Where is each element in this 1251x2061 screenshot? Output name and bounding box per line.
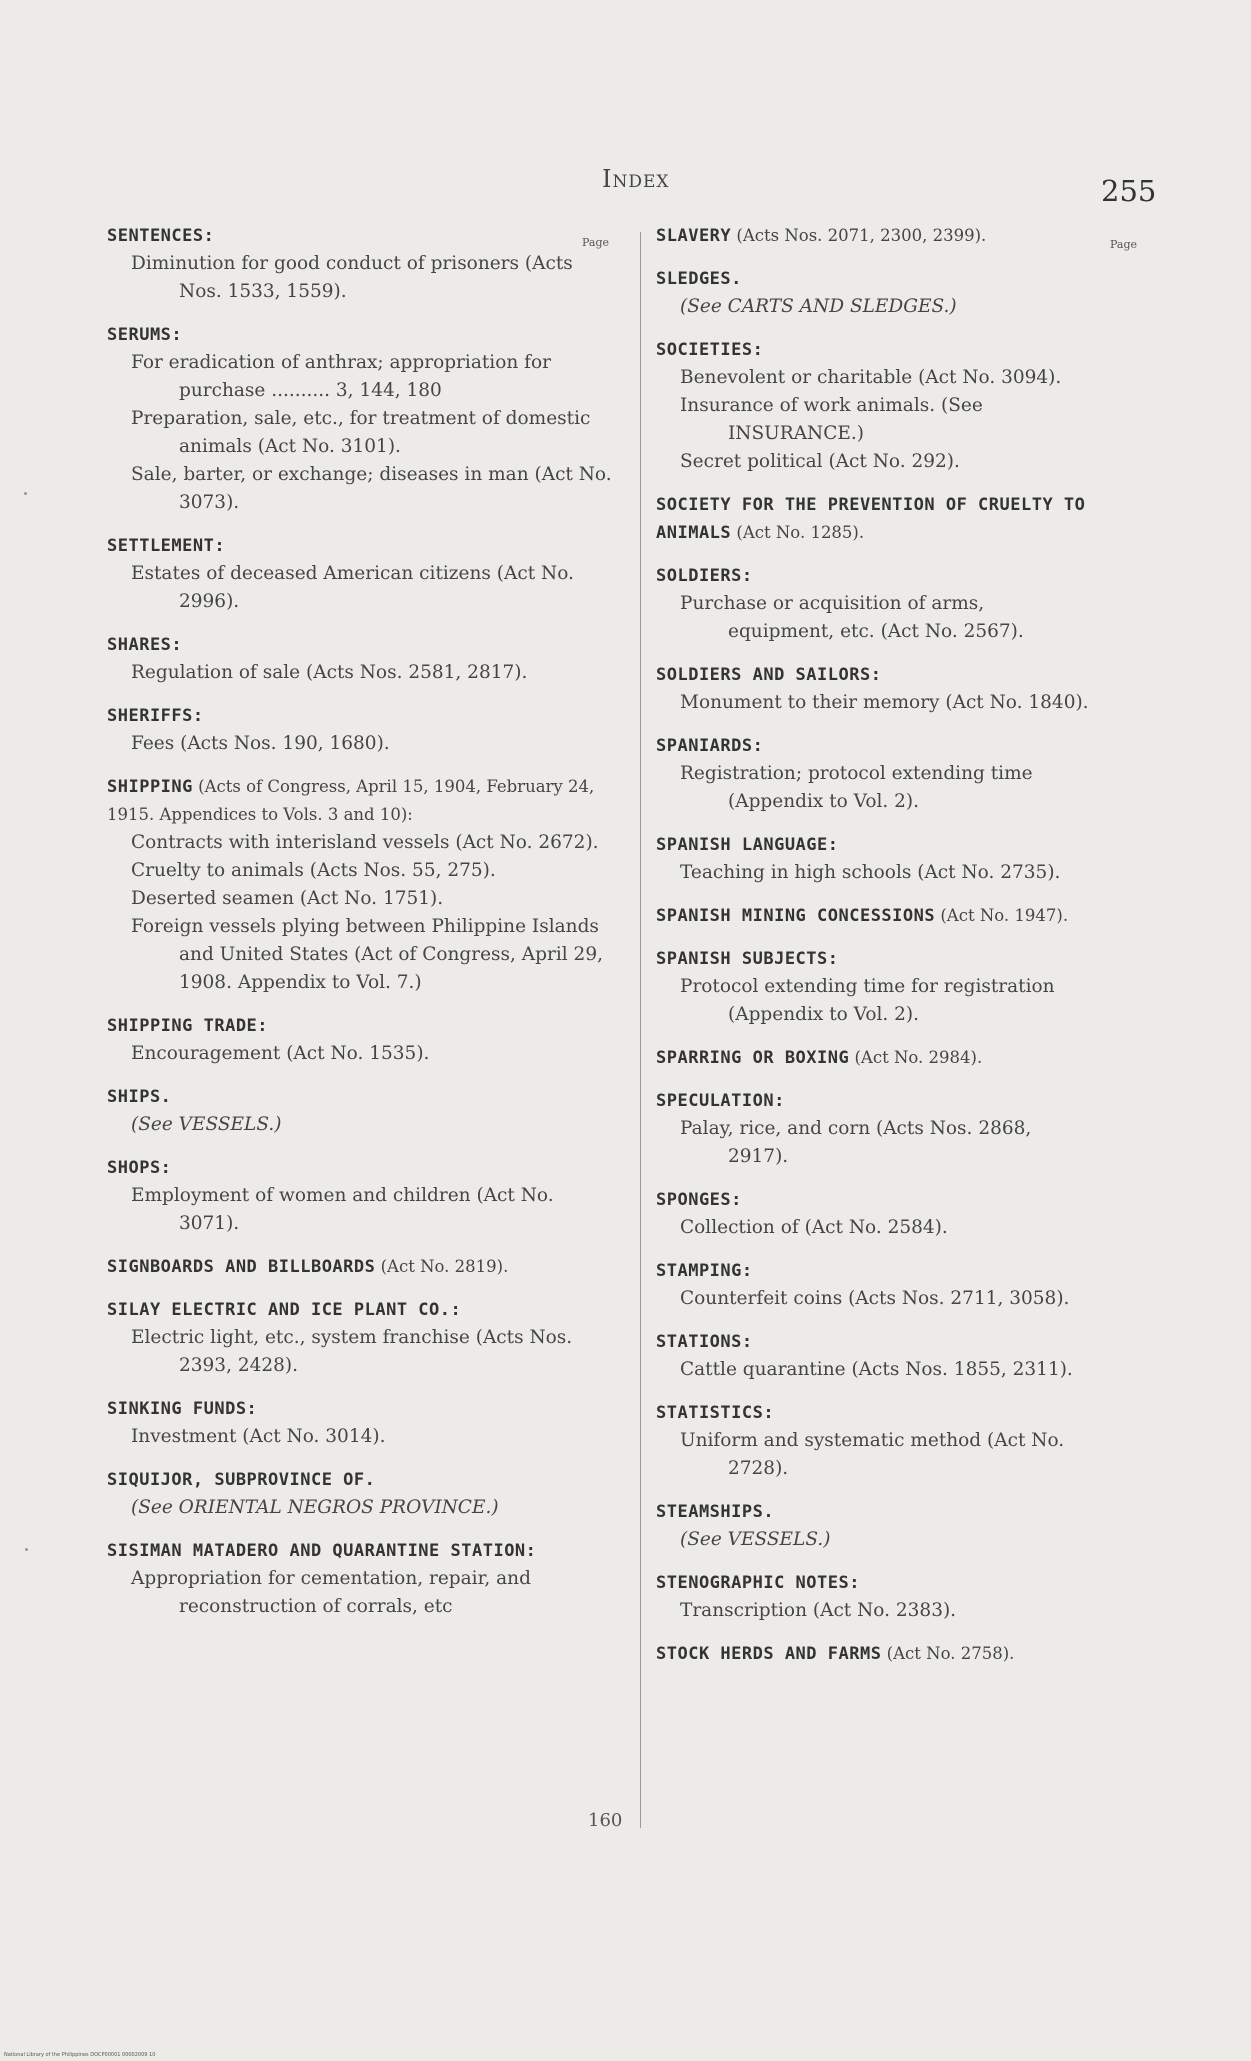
index-entry bbox=[107, 631, 617, 687]
index-entry bbox=[107, 222, 617, 306]
heading-text: SENTENCES: bbox=[107, 226, 215, 246]
subentry: Encouragement (Act No. 1535). bbox=[131, 1043, 430, 1064]
index-entry bbox=[656, 661, 1096, 717]
entry-heading bbox=[656, 491, 1096, 547]
subentry: Regulation of sale (Acts Nos. 2581, 2817). bbox=[131, 662, 528, 683]
entry-heading bbox=[656, 562, 1096, 590]
heading-text: SOCIETIES: bbox=[656, 340, 764, 360]
heading-note: (Act No. 2819). bbox=[375, 1257, 509, 1276]
index-entry bbox=[107, 1253, 617, 1281]
entry-heading bbox=[107, 702, 617, 730]
subentry: For eradication of anthrax; appropriation for purchase .......... 3, 144, 180 bbox=[131, 352, 551, 401]
entry-heading bbox=[656, 336, 1096, 364]
subentry: Contracts with interisland vessels (Act No. 2672). bbox=[131, 832, 599, 853]
entry-heading bbox=[656, 1569, 1096, 1597]
index-entry bbox=[656, 1186, 1096, 1242]
index-entry bbox=[656, 562, 1096, 646]
index-entry bbox=[656, 1044, 1096, 1072]
index-entry bbox=[656, 1257, 1096, 1313]
heading-text: SHARES: bbox=[107, 635, 183, 655]
heading-text: SETTLEMENT: bbox=[107, 536, 226, 556]
running-head: Index bbox=[602, 165, 670, 193]
subentry: Teaching in high schools (Act No. 2735). bbox=[680, 862, 1061, 883]
see-reference: (See VESSELS.) bbox=[131, 1114, 282, 1135]
heading-text: SPONGES: bbox=[656, 1190, 742, 1210]
index-entry bbox=[656, 1087, 1096, 1171]
page-col-label-right: Page bbox=[1110, 238, 1138, 251]
subentry: Cattle quarantine (Acts Nos. 1855, 2311). bbox=[680, 1359, 1073, 1380]
heading-text: SLAVERY bbox=[656, 226, 732, 246]
heading-text: SLEDGES. bbox=[656, 269, 742, 289]
heading-text: SHIPPING bbox=[107, 777, 193, 797]
index-entry bbox=[656, 945, 1096, 1029]
heading-text: STATIONS: bbox=[656, 1332, 753, 1352]
subentry: Benevolent or charitable (Act No. 3094). bbox=[680, 367, 1062, 388]
index-entry bbox=[107, 773, 617, 997]
entry-heading bbox=[107, 1012, 617, 1040]
heading-text: SOLDIERS AND SAILORS: bbox=[656, 665, 882, 685]
subentry: Sale, barter, or exchange; diseases in man (Act No. 3073). bbox=[131, 464, 612, 513]
index-entry bbox=[656, 1498, 1096, 1554]
page-reference: 160 bbox=[588, 1810, 623, 1831]
see-reference: (See ORIENTAL NEGROS PROVINCE.) bbox=[131, 1497, 499, 1518]
index-entry bbox=[656, 1399, 1096, 1483]
index-entry bbox=[656, 1569, 1096, 1625]
heading-text: SPECULATION: bbox=[656, 1091, 785, 1111]
heading-note: (Acts of Congress, April 15, 1904, February 24, 1915. Appendices to Vols. 3 and 10): bbox=[107, 777, 595, 824]
heading-text: SPANISH SUBJECTS: bbox=[656, 949, 839, 969]
subentry: Transcription (Act No. 2383). bbox=[680, 1600, 957, 1621]
subentry: Fees (Acts Nos. 190, 1680). bbox=[131, 733, 390, 754]
index-entry bbox=[107, 1154, 617, 1238]
entry-heading bbox=[656, 1257, 1096, 1285]
subentry: Uniform and systematic method (Act No. 2728). bbox=[680, 1430, 1065, 1479]
index-entry bbox=[107, 532, 617, 616]
entry-heading bbox=[656, 1087, 1096, 1115]
index-entry bbox=[656, 491, 1096, 547]
heading-text: STAMPING: bbox=[656, 1261, 753, 1281]
entry-heading bbox=[656, 1328, 1096, 1356]
index-entry bbox=[656, 902, 1096, 930]
heading-text: SOLDIERS: bbox=[656, 566, 753, 586]
entry-heading bbox=[656, 1399, 1096, 1427]
heading-note: (Acts Nos. 2071, 2300, 2399). bbox=[731, 226, 987, 245]
entry-heading bbox=[656, 1044, 1096, 1072]
index-entry bbox=[107, 702, 617, 758]
heading-text: SHIPS. bbox=[107, 1087, 172, 1107]
index-entry bbox=[107, 1296, 617, 1380]
index-entry bbox=[107, 1012, 617, 1068]
entry-heading bbox=[656, 1640, 1096, 1668]
subentry: Cruelty to animals (Acts Nos. 55, 275). bbox=[131, 860, 496, 881]
subentry: Employment of women and children (Act No. 3071). bbox=[131, 1185, 554, 1234]
heading-note: (Act No. 2984). bbox=[849, 1048, 983, 1067]
entry-heading bbox=[107, 1466, 617, 1494]
column-divider bbox=[640, 232, 641, 1828]
subentry: Insurance of work animals. (See INSURANCE.) bbox=[680, 395, 983, 444]
scan-footer: National Library of the Philippines DOCP00001 00002009 10 bbox=[4, 2052, 156, 2058]
entry-heading bbox=[107, 222, 617, 250]
subentry: Preparation, sale, etc., for treatment of domestic animals (Act No. 3101). bbox=[131, 408, 591, 457]
subentry: Secret political (Act No. 292). bbox=[680, 451, 960, 472]
index-entry bbox=[656, 1328, 1096, 1384]
heading-text: SISIMAN MATADERO AND QUARANTINE STATION: bbox=[107, 1541, 537, 1561]
entry-heading bbox=[656, 661, 1096, 689]
right-index-column bbox=[656, 222, 1096, 1683]
index-entry bbox=[107, 321, 617, 517]
heading-note: (Act No. 2758). bbox=[881, 1644, 1015, 1663]
entry-heading bbox=[656, 1498, 1096, 1526]
left-index-column bbox=[107, 222, 617, 1636]
subentry: Registration; protocol extending time (Appendix to Vol. 2). bbox=[680, 763, 1033, 812]
entry-heading bbox=[656, 945, 1096, 973]
heading-text: SIQUIJOR, SUBPROVINCE OF. bbox=[107, 1470, 376, 1490]
see-reference: (See CARTS AND SLEDGES.) bbox=[680, 296, 957, 317]
page-col-label-left: Page bbox=[582, 236, 610, 249]
heading-text: SPANISH MINING CONCESSIONS bbox=[656, 906, 936, 926]
heading-text: SILAY ELECTRIC AND ICE PLANT CO.: bbox=[107, 1300, 462, 1320]
heading-text: STEAMSHIPS. bbox=[656, 1502, 775, 1522]
entry-heading bbox=[107, 1395, 617, 1423]
heading-text: SERUMS: bbox=[107, 325, 183, 345]
subentry: Estates of deceased American citizens (Act No. 2996). bbox=[131, 563, 574, 612]
subentry: Appropriation for cementation, repair, and reconstruction of corrals, etc bbox=[131, 1568, 531, 1617]
heading-text: SPANISH LANGUAGE: bbox=[656, 835, 839, 855]
index-entry bbox=[107, 1395, 617, 1451]
heading-text: SPARRING OR BOXING bbox=[656, 1048, 850, 1068]
heading-text: STENOGRAPHIC NOTES: bbox=[656, 1573, 860, 1593]
subentry: Counterfeit coins (Acts Nos. 2711, 3058). bbox=[680, 1288, 1070, 1309]
scan-speck bbox=[24, 492, 27, 495]
subentry: Electric light, etc., system franchise (Acts Nos. 2393, 2428). bbox=[131, 1327, 573, 1376]
heading-note: (Act No. 1947). bbox=[935, 906, 1069, 925]
entry-heading bbox=[107, 532, 617, 560]
entry-heading bbox=[656, 265, 1096, 293]
subentry: Collection of (Act No. 2584). bbox=[680, 1217, 948, 1238]
entry-heading bbox=[107, 1154, 617, 1182]
heading-text: SINKING FUNDS: bbox=[107, 1399, 258, 1419]
subentry: Diminution for good conduct of prisoners (Acts Nos. 1533, 1559). bbox=[131, 253, 573, 302]
entry-heading bbox=[107, 321, 617, 349]
entry-heading bbox=[656, 902, 1096, 930]
scan-speck bbox=[25, 1548, 28, 1551]
heading-text: STATISTICS: bbox=[656, 1403, 775, 1423]
entry-heading bbox=[107, 773, 617, 829]
index-entry bbox=[107, 1466, 617, 1522]
entry-heading bbox=[656, 732, 1096, 760]
heading-text: SHERIFFS: bbox=[107, 706, 204, 726]
subentry: Monument to their memory (Act No. 1840). bbox=[680, 692, 1089, 713]
subentry: Palay, rice, and corn (Acts Nos. 2868, 2917). bbox=[680, 1118, 1032, 1167]
index-entry bbox=[656, 336, 1096, 476]
heading-text: SOCIETY FOR THE PREVENTION OF CRUELTY TO ANIMALS bbox=[656, 495, 1086, 543]
index-entry bbox=[656, 1640, 1096, 1668]
index-entry bbox=[656, 732, 1096, 816]
entry-heading bbox=[656, 222, 1096, 250]
entry-heading bbox=[107, 1083, 617, 1111]
heading-text: SHIPPING TRADE: bbox=[107, 1016, 269, 1036]
entry-heading bbox=[107, 1253, 617, 1281]
subentry: Foreign vessels plying between Philippine Islands and United States (Act of Congress, April 29, 1908. Appendix to Vol. 7.) bbox=[131, 916, 603, 993]
index-entry bbox=[656, 222, 1096, 250]
entry-heading bbox=[107, 1537, 617, 1565]
index-entry bbox=[107, 1537, 617, 1621]
subentry: Investment (Act No. 3014). bbox=[131, 1426, 386, 1447]
heading-text: SIGNBOARDS AND BILLBOARDS bbox=[107, 1257, 376, 1277]
subentry: Purchase or acquisition of arms, equipment, etc. (Act No. 2567). bbox=[680, 593, 1024, 642]
index-entry bbox=[107, 1083, 617, 1139]
heading-text: STOCK HERDS AND FARMS bbox=[656, 1644, 882, 1664]
heading-text: SHOPS: bbox=[107, 1158, 172, 1178]
heading-note: (Act No. 1285). bbox=[731, 523, 865, 542]
entry-heading bbox=[107, 1296, 617, 1324]
entry-heading bbox=[656, 831, 1096, 859]
subentry: Deserted seamen (Act No. 1751). bbox=[131, 888, 444, 909]
entry-heading bbox=[107, 631, 617, 659]
subentry: Protocol extending time for registration (Appendix to Vol. 2). bbox=[680, 976, 1055, 1025]
heading-text: SPANIARDS: bbox=[656, 736, 764, 756]
see-reference: (See VESSELS.) bbox=[680, 1529, 831, 1550]
index-entry bbox=[656, 831, 1096, 887]
page-number: 255 bbox=[1101, 174, 1157, 208]
index-entry bbox=[656, 265, 1096, 321]
entry-heading bbox=[656, 1186, 1096, 1214]
